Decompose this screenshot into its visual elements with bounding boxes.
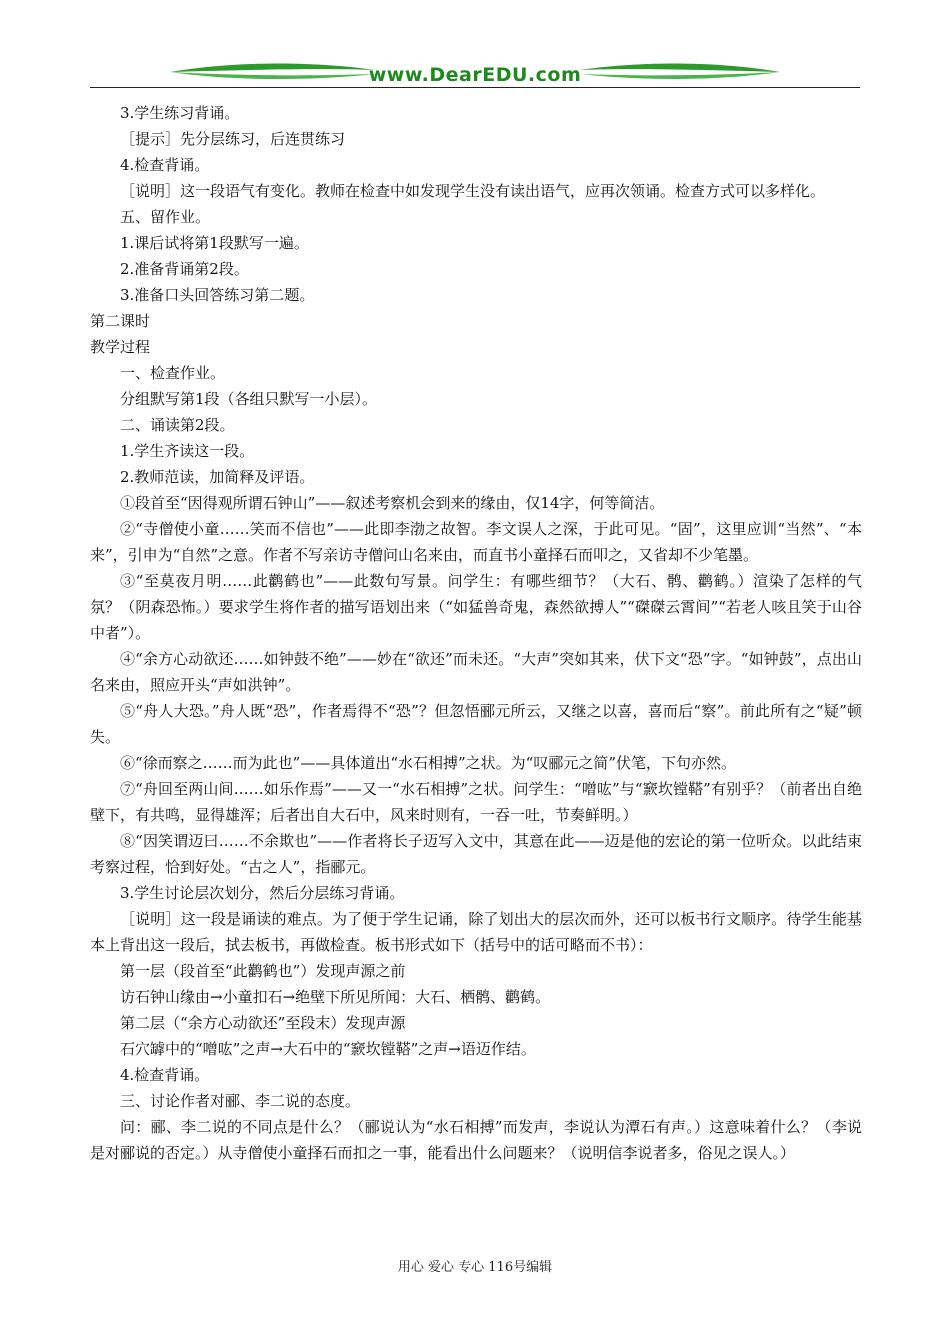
paragraph: 2.准备背诵第2段。 [120,260,249,278]
paragraph: 3.学生练习背诵。 [120,104,240,122]
paragraph: 第一层（段首至“此鹳鹤也”）发现声源之前 [120,962,406,980]
site-logo-text: www.DearEDU.com [368,64,582,86]
paragraph: ④“余方心动欲还……如钟鼓不绝”——妙在“欲还”而未还。“大声”突如其来，伏下文“恐”字。“如钟鼓”，点出山名来由，照应开头“声如洪钟”。 [90,650,862,694]
header-divider [90,87,860,88]
paragraph: 第二层（“余方心动欲还”至段末）发现声源 [120,1014,406,1032]
header-banner [90,56,860,90]
paragraph: ③“至莫夜月明……此鹳鹤也”——此数句写景。问学生：有哪些细节？（大石、鹘、鹳鹤。）渲染了怎样的气氛？（阴森恐怖。）要求学生将作者的描写语划出来（“如猛兽奇鬼，森然欲搏人”“磔磔云霄间”“若老人咳且笑于山谷中者”）。 [90,572,862,642]
document-body [90,100,862,1166]
paragraph: ⑤“舟人大恐。”舟人既“恐”，作者焉得不“恐”？但忽悟郦元所云，又继之以喜，喜而后“察”。前此所有之“疑”顿失。 [90,702,862,746]
paragraph: ［提示］先分层练习，后连贯练习 [120,130,346,148]
paragraph: 分组默写第1段（各组只默写一小层）。 [120,390,378,408]
paragraph: ②“寺僧使小童……笑而不信也”——此即李渤之故智。李文误人之深，于此可见。“固”，这里应训“当然”、“本来”，引申为“自然”之意。作者不写亲访寺僧问山名来由，而直书小童择石而叩之，又省却不少笔墨。 [90,520,862,564]
paragraph: 1.学生齐读这一段。 [120,442,255,460]
paragraph: ⑥“徐而察之……而为此也”——具体道出“水石相搏”之状。为“叹郦元之简”伏笔，下句亦然。 [120,754,737,772]
paragraph: 4.检查背诵。 [120,1066,210,1084]
paragraph: 4.检查背诵。 [120,156,210,174]
paragraph: ［说明］这一段是诵读的难点。为了便于学生记诵，除了划出大的层次而外，还可以板书行文顺序。待学生能基本上背出这一段后，拭去板书，再做检查。板书形式如下（括号中的话可略而不书）： [90,910,862,954]
paragraph: ［说明］这一段语气有变化。教师在检查中如发现学生没有读出语气，应再次领诵。检查方式可以多样化。 [120,182,826,200]
paragraph: 石穴罅中的“噌吰”之声→大石中的“窾坎镗鞳”之声→语迈作结。 [120,1040,536,1058]
page-footer: 用心 爱心 专心 116号编辑 [397,1260,553,1275]
paragraph: 问：郦、李二说的不同点是什么？（郦说认为“水石相搏”而发声，李说认为潭石有声。）这意味着什么？（李说是对郦说的否定。）从寺僧使小童择石而扣之一事，能看出什么问题来？（说明信李说者多，俗见之误人。） [90,1118,862,1162]
paragraph: 一、检查作业。 [120,364,226,382]
paragraph: 二、诵读第2段。 [120,416,235,434]
paragraph: ⑧“因笑谓迈曰……不余欺也”——作者将长子迈写入文中，其意在此——迈是他的宏论的第一位听众。以此结束考察过程，恰到好处。“古之人”，指郦元。 [90,832,862,876]
paragraph: 2.教师范读，加简释及评语。 [120,468,315,486]
paragraph: 1.课后试将第1段默写一遍。 [120,234,309,252]
paragraph: 教学过程 [90,338,151,356]
paragraph: 3.学生讨论层次划分，然后分层练习背诵。 [120,884,405,902]
paragraph: 访石钟山缘由→小童扣石→绝壁下所见所闻：大石、栖鹘、鹳鹤。 [120,988,551,1006]
paragraph: 五、留作业。 [120,208,211,226]
paragraph: 三、讨论作者对郦、李二说的态度。 [120,1092,361,1110]
paragraph: ①段首至“因得观所谓石钟山”——叙述考察机会到来的缘由，仅14字，何等简洁。 [120,494,665,512]
paragraph: ⑦“舟回至两山间……如乐作焉”——又一“水石相搏”之状。问学生：“噌吰”与“窾坎镗鞳”有别乎？（前者出自绝壁下，有共鸣，显得雄浑；后者出自大石中，风来时则有，一吞一吐，节奏鲜明。） [90,780,862,824]
paragraph: 3.准备口头回答练习第二题。 [120,286,315,304]
paragraph: 第二课时 [90,312,151,330]
